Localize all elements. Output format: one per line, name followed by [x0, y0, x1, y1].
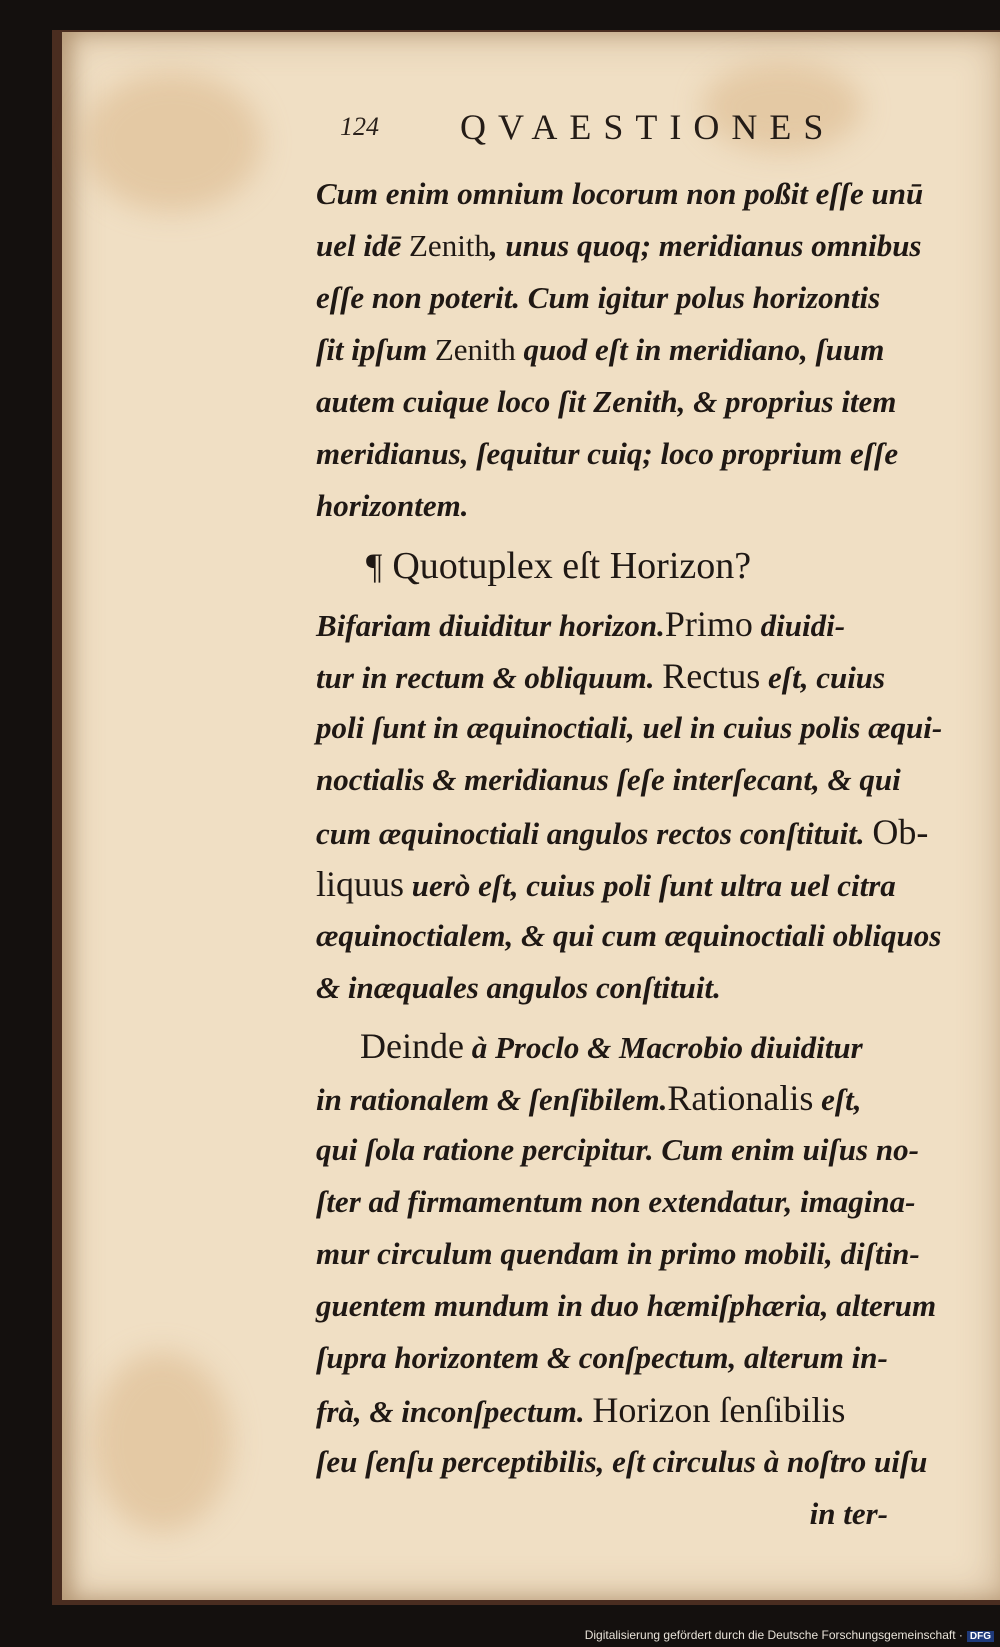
text-line	[316, 806, 928, 858]
text-line	[316, 480, 468, 532]
line-text: eſt, cuius	[760, 660, 886, 695]
line-text: ſeu ſenſu perceptibilis, eſt circulus à noſtro uiſu	[316, 1444, 928, 1479]
text-line	[316, 272, 880, 324]
text-line	[316, 1124, 919, 1176]
line-text-roman: Horizon ſenſibilis	[592, 1390, 846, 1430]
line-text-roman: Primo	[664, 604, 753, 644]
line-text-roman: Rectus	[662, 656, 761, 696]
line-text: eſt,	[813, 1082, 862, 1117]
digitization-credit	[581, 1627, 998, 1643]
line-text: poli ſunt in æquinoctiali, uel in cuius polis æqui-	[316, 710, 943, 745]
text-line	[316, 376, 896, 428]
text-line	[316, 1332, 888, 1384]
text-line	[316, 168, 923, 220]
paper-stain	[92, 1352, 232, 1532]
line-text-roman: Ob-	[872, 812, 929, 852]
line-text: , unus quoq; meridianus omnibus	[489, 228, 922, 263]
pilcrow-icon: ¶	[366, 546, 383, 586]
text-line	[316, 1436, 927, 1488]
page-number: 124	[340, 112, 379, 141]
line-text-roman: Zenith	[434, 332, 516, 367]
line-text: autem cuique loco ſit Zenith, & proprius item	[316, 384, 897, 419]
text-line	[316, 1176, 915, 1228]
text-line	[316, 598, 845, 650]
line-text: uerò eſt, cuius poli ſunt ultra uel citra	[404, 868, 896, 903]
text-line	[316, 1072, 862, 1124]
dfg-logo-icon: DFG	[967, 1631, 994, 1642]
text-line	[316, 1384, 845, 1436]
running-head: QVAESTIONES	[460, 107, 836, 147]
text-line	[316, 1228, 920, 1280]
text-line	[316, 650, 885, 702]
heading-text: Quotuplex eſt Horizon?	[392, 545, 752, 587]
text-line	[316, 702, 942, 754]
line-text: Cum enim omnium locorum non poßit eſſe unū	[316, 176, 924, 211]
line-text: guentem mundum in duo hæmiſphæria, alterum	[316, 1288, 937, 1323]
line-text-roman: Deinde	[360, 1026, 464, 1066]
section-heading	[366, 540, 751, 592]
line-text: ſit ipſum	[316, 332, 435, 367]
line-text: ſter ad firmamentum non extendatur, imagina-	[316, 1184, 916, 1219]
text-line	[316, 962, 721, 1014]
line-text: frà, & inconſpectum.	[316, 1394, 593, 1429]
line-text: horizontem.	[316, 488, 469, 523]
line-text: mur circulum quendam in primo mobili, diſtin-	[316, 1236, 920, 1271]
text-line	[360, 1020, 863, 1072]
line-text: quod eſt in meridiano, ſuum	[515, 332, 885, 367]
text-line	[316, 910, 941, 962]
text-line	[316, 220, 922, 272]
line-text: tur in rectum & obliquum.	[316, 660, 663, 695]
line-text: qui ſola ratione percipitur. Cum enim uiſus no-	[316, 1132, 919, 1167]
line-text: noctialis & meridianus ſeſe interſecant, & qui	[316, 762, 901, 797]
line-text: diuidi-	[752, 608, 846, 643]
line-text: & inæquales angulos conſtituit.	[316, 970, 721, 1005]
line-text: eſſe non poterit. Cum igitur polus horizontis	[316, 280, 881, 315]
line-text: æquinoctialem, & qui cum æquinoctiali obliquos	[316, 918, 942, 953]
text-line	[316, 754, 901, 806]
text-line	[316, 428, 898, 480]
line-text-roman: Zenith	[409, 228, 490, 263]
line-text: ſupra horizontem & conſpectum, alterum in-	[316, 1340, 888, 1375]
paper-stain	[82, 72, 262, 212]
credit-text: Digitalisierung gefördert durch die Deutsche Forschungsgemeinschaft ·	[584, 1628, 963, 1642]
catchword: in ter-	[809, 1496, 888, 1531]
text-line	[316, 1280, 936, 1332]
line-text: meridianus, ſequitur cuiq; loco proprium eſſe	[316, 436, 899, 471]
line-text: uel idē	[316, 228, 409, 263]
text-line	[316, 858, 896, 910]
line-text: à Proclo & Macrobio diuiditur	[463, 1030, 863, 1065]
line-text: in rationalem & ſenſibilem.	[316, 1082, 668, 1117]
line-text-roman: liquus	[316, 864, 405, 904]
line-text: cum æquinoctiali angulos rectos conſtituit.	[316, 816, 873, 851]
text-line	[316, 324, 884, 376]
line-text-roman: Rationalis	[667, 1078, 814, 1118]
line-text: Bifariam diuiditur horizon.	[316, 608, 665, 643]
